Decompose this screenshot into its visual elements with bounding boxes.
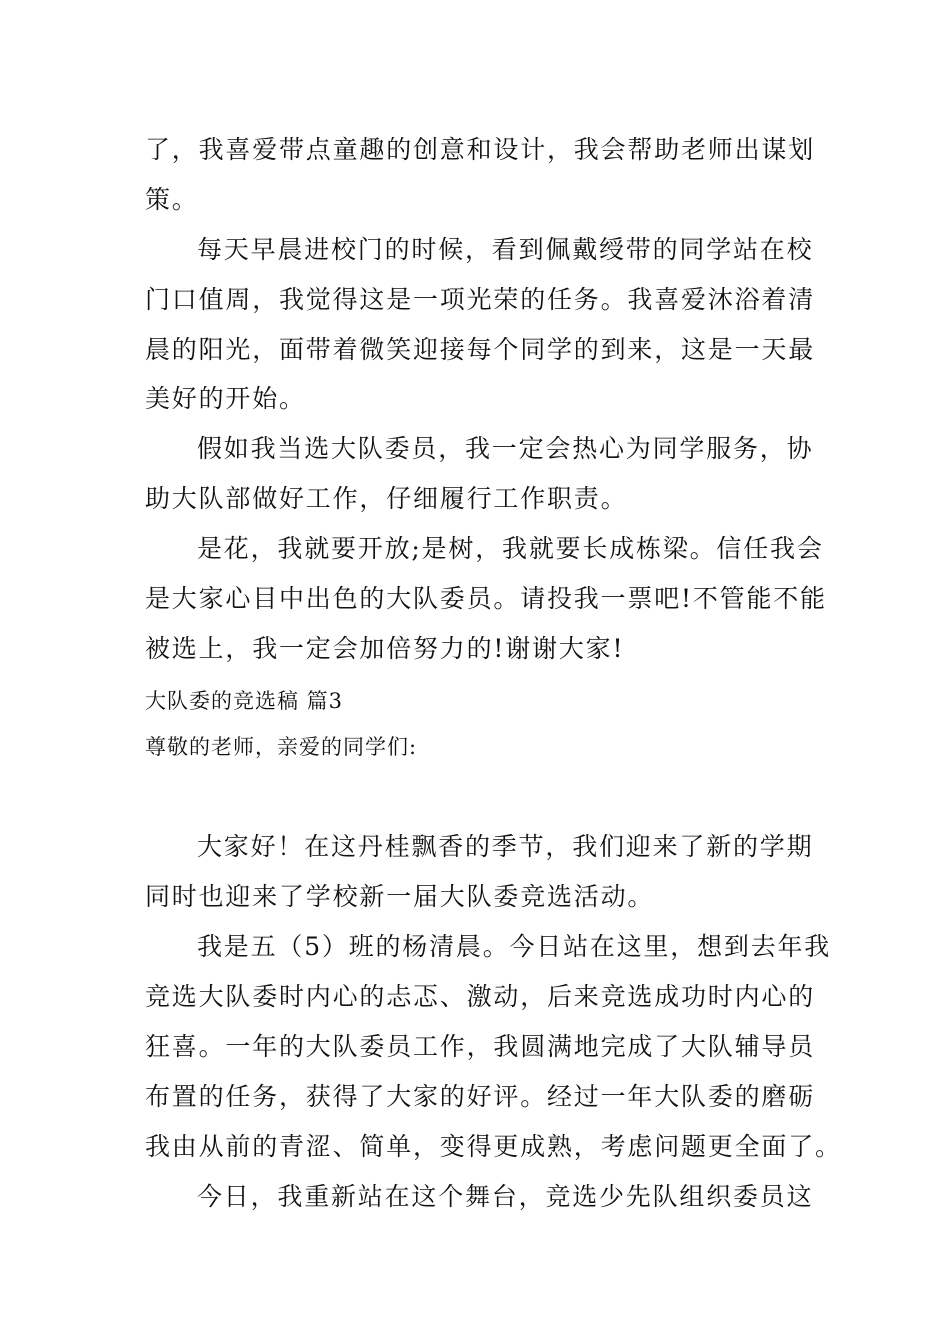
paragraph-line: 门口值周，我觉得这是一项光荣的任务。我喜爱沐浴着清 [145,285,816,314]
paragraph-line: 大家好！在这丹桂飘香的季节，我们迎来了新的学期 [197,832,814,861]
section-heading: 大队委的竞选稿 篇3 [145,689,344,713]
paragraph-line: 美好的开始。 [145,384,306,413]
paragraph-line: 每天早晨进校门的时候，看到佩戴绶带的同学站在校 [197,235,814,264]
paragraph-line: 竞选大队委时内心的忐忑、激动，后来竞选成功时内心的 [145,982,816,1011]
paragraph-line: 是花，我就要开放;是树，我就要长成栋梁。信任我会 [197,534,824,563]
paragraph-line: 助大队部做好工作，仔细履行工作职责。 [145,484,628,513]
paragraph-line: 策。 [145,185,199,214]
paragraph-line: 晨的阳光，面带着微笑迎接每个同学的到来，这是一天最 [145,335,816,364]
paragraph-line: 了，我喜爱带点童趣的创意和设计，我会帮助老师出谋划 [145,135,816,164]
paragraph-line: 我由从前的青涩、简单，变得更成熟，考虑问题更全面了。 [145,1132,842,1161]
paragraph-line: 被选上，我一定会加倍努力的!谢谢大家! [145,634,625,663]
paragraph-line: 同时也迎来了学校新一届大队委竞选活动。 [145,882,655,911]
paragraph-line: 狂喜。一年的大队委员工作，我圆满地完成了大队辅导员 [145,1032,816,1061]
paragraph-line: 我是五（5）班的杨清晨。今日站在这里，想到去年我 [197,932,832,961]
paragraph-line: 假如我当选大队委员，我一定会热心为同学服务，协 [197,434,814,463]
paragraph-line: 布置的任务，获得了大家的好评。经过一年大队委的磨砺 [145,1082,816,1111]
paragraph-line: 是大家心目中出色的大队委员。请投我一票吧!不管能不能 [145,584,827,613]
salutation: 尊敬的老师，亲爱的同学们: [145,735,418,759]
paragraph-line: 今日，我重新站在这个舞台，竞选少先队组织委员这 [197,1182,814,1211]
